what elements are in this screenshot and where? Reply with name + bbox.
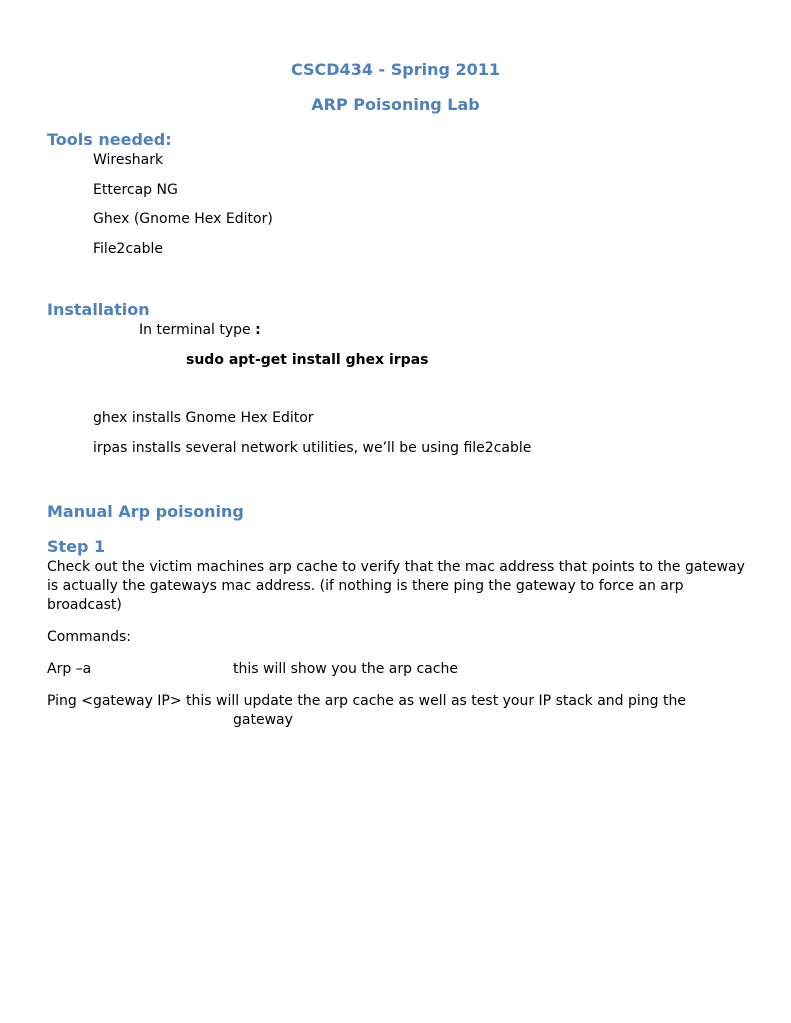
irpas-note: irpas installs several network utilities, we’ll be using file2cable bbox=[93, 440, 532, 456]
install-command: sudo apt-get install ghex irpas bbox=[186, 352, 429, 368]
step1-heading: Step 1 bbox=[47, 537, 106, 556]
terminal-instruction bbox=[139, 321, 261, 340]
ghex-note: ghex installs Gnome Hex Editor bbox=[93, 410, 314, 426]
manual-arp-heading: Manual Arp poisoning bbox=[47, 502, 244, 521]
terminal-instruction-colon: : bbox=[255, 322, 261, 338]
tool-item-file2cable: File2cable bbox=[93, 241, 163, 257]
tool-item-ettercap: Ettercap NG bbox=[93, 182, 178, 198]
document-title: CSCD434 - Spring 2011 bbox=[290, 60, 501, 79]
tool-item-ghex: Ghex (Gnome Hex Editor) bbox=[93, 211, 273, 227]
cmd-ping-name: Ping <gateway IP> bbox=[47, 693, 182, 709]
commands-label: Commands: bbox=[47, 629, 131, 645]
cmd-ping-desc-line1: this will update the arp cache as well as test your IP stack and ping the bbox=[186, 693, 686, 709]
tools-heading: Tools needed: bbox=[47, 130, 172, 149]
tool-item-wireshark: Wireshark bbox=[93, 152, 164, 168]
installation-heading: Installation bbox=[47, 300, 150, 319]
cmd-ping-desc-line2: gateway bbox=[233, 712, 293, 728]
cmd-arp-name: Arp –a bbox=[47, 661, 92, 677]
step1-text: Check out the victim machines arp cache to verify that the mac address that points to the gateway is actually the gateways mac address. (if nothing is there ping the gateway to force an arp broadcast) bbox=[47, 559, 745, 613]
terminal-instruction-text: In terminal type bbox=[139, 322, 251, 338]
cmd-arp-desc: this will show you the arp cache bbox=[233, 661, 458, 677]
document-subtitle: ARP Poisoning Lab bbox=[311, 95, 480, 114]
